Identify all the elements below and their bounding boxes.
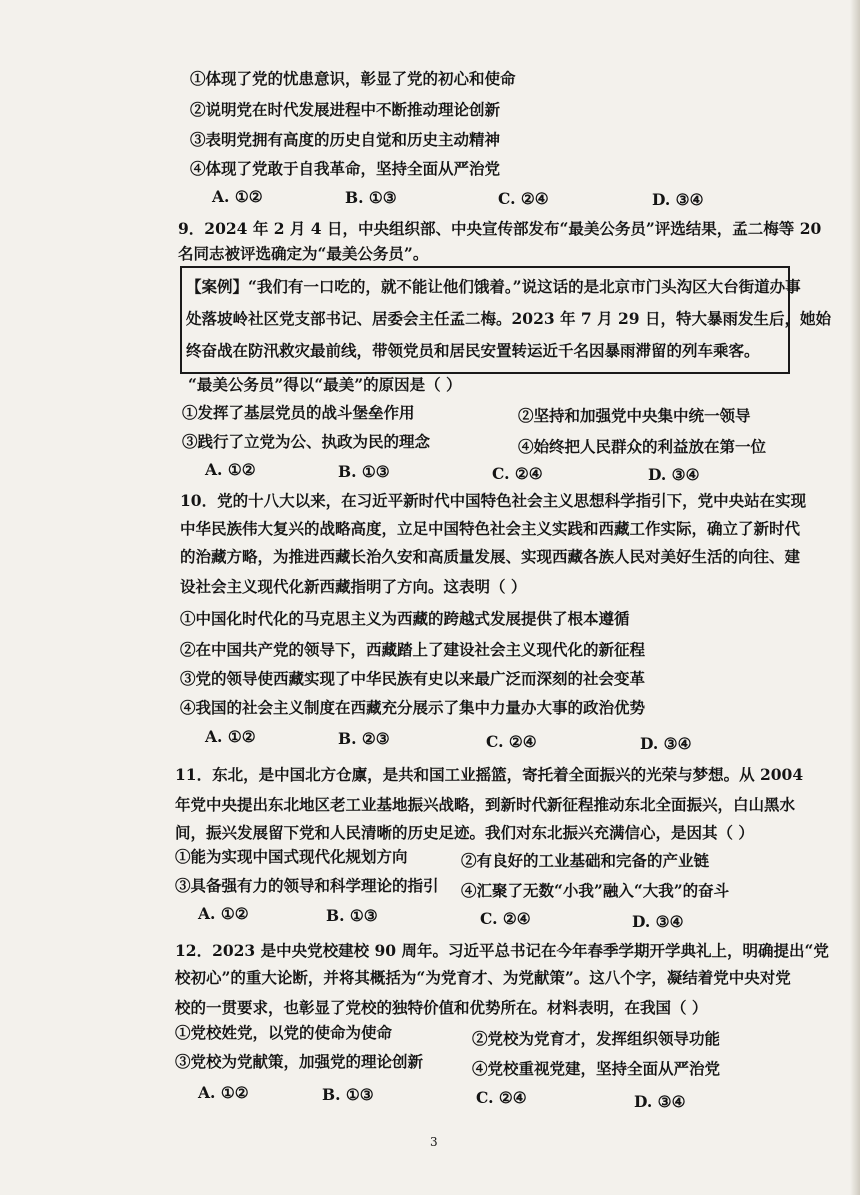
q11-choice-b: B. ①③ bbox=[326, 906, 378, 925]
q9-option-1: ①发挥了基层党员的战斗堡垒作用 bbox=[182, 403, 415, 422]
q9-stem-line-1: 9．2024 年 2 月 4 日，中央组织部、中央宣传部发布“最美公务员”评选结果，孟二梅等 20 bbox=[178, 219, 822, 238]
q10-choice-a: A. ①② bbox=[205, 727, 256, 746]
q10-stem-line-2: 中华民族伟大复兴的战略高度，立足中国特色社会主义实践和西藏工作实际，确立了新时代 bbox=[180, 519, 801, 538]
q10-option-2: ②在中国共产党的领导下，西藏踏上了建设社会主义现代化的新征程 bbox=[180, 640, 646, 659]
q8-option-2: ②说明党在时代发展进程中不断推动理论创新 bbox=[190, 100, 501, 119]
q10-stem-line-1: 10．党的十八大以来，在习近平新时代中国特色社会主义思想科学指引下，党中央站在实现 bbox=[180, 491, 807, 510]
q11-option-2: ②有良好的工业基础和完备的产业链 bbox=[461, 851, 710, 870]
q10-option-1: ①中国化时代化的马克思主义为西藏的跨越式发展提供了根本遵循 bbox=[180, 609, 630, 628]
q12-stem-line-1: 12．2023 是中央党校建校 90 周年。习近平总书记在今年春季学期开学典礼上，明确提出“党 bbox=[175, 941, 829, 960]
q11-option-1: ①能为实现中国式现代化规划方向 bbox=[175, 847, 408, 866]
q8-option-4: ④体现了党敢于自我革命，坚持全面从严治党 bbox=[190, 159, 501, 178]
q8-option-1: ①体现了党的忧患意识，彰显了党的初心和使命 bbox=[190, 69, 516, 88]
q12-option-4: ④党校重视党建，坚持全面从严治党 bbox=[472, 1059, 721, 1078]
q9-option-4: ④始终把人民群众的利益放在第一位 bbox=[518, 437, 767, 456]
q12-option-1: ①党校姓党，以党的使命为使命 bbox=[175, 1023, 393, 1042]
q10-choice-c: C. ②④ bbox=[486, 732, 537, 751]
q9-option-3: ③践行了立党为公、执政为民的理念 bbox=[182, 432, 431, 451]
q8-choice-d: D. ③④ bbox=[652, 190, 704, 209]
q9-choice-b: B. ①③ bbox=[338, 462, 390, 481]
q9-case-line-2: 处落坡岭社区党支部书记、居委会主任孟二梅。2023 年 7 月 29 日，特大暴雨发生后，她始 bbox=[186, 309, 831, 328]
q11-choice-a: A. ①② bbox=[198, 904, 249, 923]
q9-choice-a: A. ①② bbox=[205, 460, 256, 479]
q12-choice-c: C. ②④ bbox=[476, 1088, 527, 1107]
q11-choice-d: D. ③④ bbox=[632, 912, 684, 931]
q9-case-box bbox=[180, 266, 831, 374]
q12-choice-d: D. ③④ bbox=[634, 1092, 686, 1111]
q9-question: “最美公务员”得以“最美”的原因是（ ） bbox=[188, 375, 462, 394]
q10-stem-line-3: 的治藏方略，为推进西藏长治久安和高质量发展、实现西藏各族人民对美好生活的向往、建 bbox=[180, 547, 801, 566]
q12-option-2: ②党校为党育才，发挥组织领导功能 bbox=[472, 1029, 721, 1048]
q10-stem-line-4: 设社会主义现代化新西藏指明了方向。这表明（ ） bbox=[180, 577, 527, 596]
q9-choice-d: D. ③④ bbox=[648, 465, 700, 484]
q9-stem-line-2: 名同志被评选确定为“最美公务员”。 bbox=[178, 244, 429, 263]
q8-option-3: ③表明党拥有高度的历史自觉和历史主动精神 bbox=[190, 130, 501, 149]
q12-choice-b: B. ①③ bbox=[322, 1085, 374, 1104]
q8-choice-b: B. ①③ bbox=[345, 188, 397, 207]
q12-option-3: ③党校为党献策，加强党的理论创新 bbox=[175, 1052, 424, 1071]
q8-choice-a: A. ①② bbox=[212, 187, 263, 206]
q12-stem-line-3: 校的一贯要求，也彰显了党校的独特价值和优势所在。材料表明，在我国（ ） bbox=[175, 998, 708, 1017]
q11-option-4: ④汇聚了无数“小我”融入“大我”的奋斗 bbox=[461, 881, 730, 900]
q11-option-3: ③具备强有力的领导和科学理论的指引 bbox=[175, 876, 439, 895]
q12-stem-line-2: 校初心”的重大论断，并将其概括为“为党育才、为党献策”。这八个字，凝结着党中央对党 bbox=[175, 968, 791, 987]
q9-choice-c: C. ②④ bbox=[492, 464, 543, 483]
page-number: 3 bbox=[430, 1135, 438, 1149]
q11-stem-line-3: 间，振兴发展留下党和人民清晰的历史足迹。我们对东北振兴充满信心，是因其（ ） bbox=[175, 823, 754, 842]
q10-choice-d: D. ③④ bbox=[640, 734, 692, 753]
q9-case-line-1: 【案例】“我们有一口吃的，就不能让他们饿着。”说这话的是北京市门头沟区大台街道办事 bbox=[186, 277, 801, 296]
q11-choice-c: C. ②④ bbox=[480, 909, 531, 928]
q10-choice-b: B. ②③ bbox=[338, 729, 390, 748]
page-edge-shadow bbox=[850, 0, 860, 1195]
q12-choice-a: A. ①② bbox=[198, 1083, 249, 1102]
q11-stem-line-2: 年党中央提出东北地区老工业基地振兴战略，到新时代新征程推动东北全面振兴，白山黑水 bbox=[175, 795, 796, 814]
q8-choice-c: C. ②④ bbox=[498, 189, 549, 208]
q10-option-4: ④我国的社会主义制度在西藏充分展示了集中力量办大事的政治优势 bbox=[180, 698, 646, 717]
q11-stem-line-1: 11．东北，是中国北方仓廪，是共和国工业摇篮，寄托着全面振兴的光荣与梦想。从 2004 bbox=[175, 765, 804, 784]
q9-case-line-3: 终奋战在防汛救灾最前线，带领党员和居民安置转运近千名因暴雨滞留的列车乘客。 bbox=[186, 341, 760, 360]
q10-option-3: ③党的领导使西藏实现了中华民族有史以来最广泛而深刻的社会变革 bbox=[180, 669, 646, 688]
q9-option-2: ②坚持和加强党中央集中统一领导 bbox=[518, 406, 751, 425]
